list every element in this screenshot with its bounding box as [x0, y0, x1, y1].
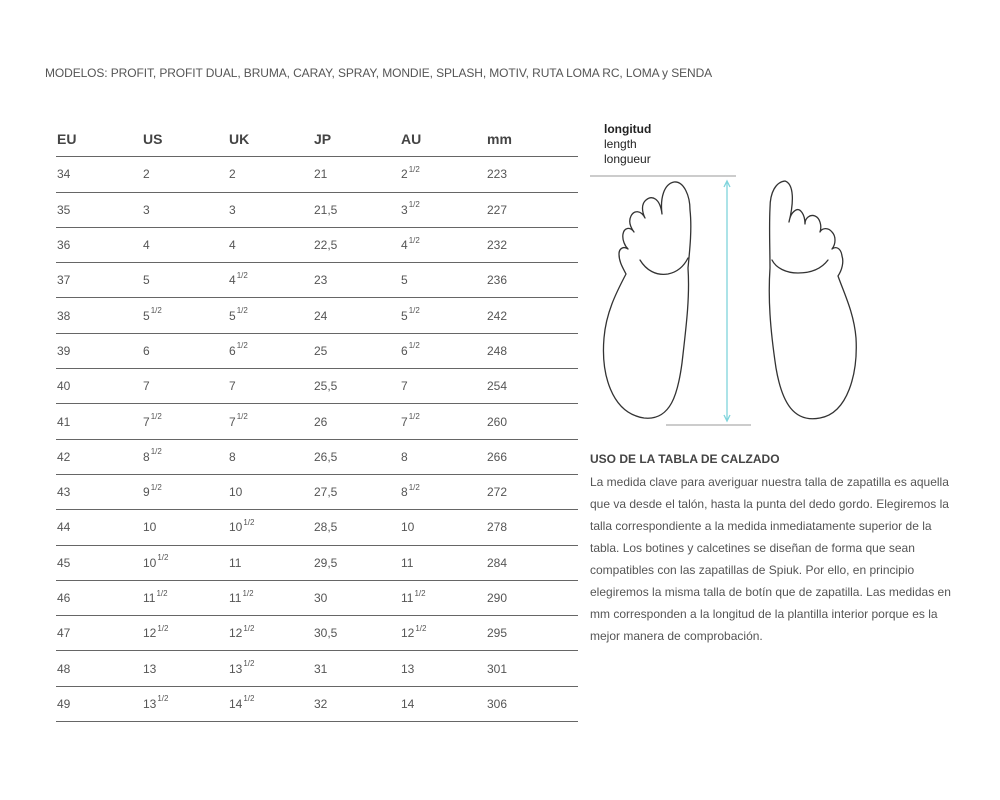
cell-us — [143, 157, 150, 191]
cell-value: 10 — [143, 555, 157, 570]
cell-value: 301 — [487, 661, 508, 676]
right-foot-icon — [769, 181, 856, 419]
cell-us — [143, 228, 150, 262]
cell-fraction: 1/2 — [243, 623, 255, 633]
table-row — [56, 651, 578, 686]
cell-value: 26 — [314, 414, 328, 429]
cell-value: 278 — [487, 520, 508, 535]
cell-value: 8 — [229, 449, 236, 464]
cell-jp — [314, 193, 337, 227]
cell-uk — [229, 263, 248, 297]
table-row — [56, 193, 578, 228]
cell-value: 37 — [57, 273, 71, 288]
length-label-fr: longueur — [604, 152, 651, 166]
cell-value: 4 — [229, 238, 236, 253]
cell-fraction: 1/2 — [242, 588, 254, 598]
cell-value: 42 — [57, 449, 71, 464]
cell-uk — [229, 404, 248, 438]
cell-mm — [487, 404, 507, 438]
cell-value: 10 — [401, 520, 415, 535]
cell-value: 27,5 — [314, 485, 338, 500]
cell-fraction: 1/2 — [150, 412, 162, 422]
cell-au — [401, 334, 420, 368]
cell-value: 6 — [401, 343, 408, 358]
cell-fraction: 1/2 — [150, 447, 162, 457]
cell-fraction: 1/2 — [156, 588, 168, 598]
length-label-es: longitud — [604, 122, 652, 136]
cell-value: 227 — [487, 202, 508, 217]
cell-value: 47 — [57, 626, 71, 641]
cell-uk — [229, 687, 254, 721]
cell-value: 236 — [487, 273, 508, 288]
cell-value: 5 — [143, 273, 150, 288]
cell-value: 232 — [487, 238, 508, 253]
cell-jp — [314, 616, 337, 650]
cell-fraction: 1/2 — [236, 270, 248, 280]
cell-value: 45 — [57, 555, 71, 570]
left-foot-icon — [603, 182, 690, 418]
cell-mm — [487, 616, 507, 650]
cell-value: 13 — [229, 661, 243, 676]
table-row — [56, 440, 578, 475]
table-row — [56, 263, 578, 298]
cell-jp — [314, 298, 327, 332]
cell-value: 11 — [143, 591, 156, 605]
cell-jp — [314, 651, 327, 685]
cell-au — [401, 651, 414, 685]
cell-fraction: 1/2 — [408, 164, 420, 174]
table-row — [56, 369, 578, 404]
cell-fraction: 1/2 — [243, 659, 255, 669]
cell-fraction: 1/2 — [236, 306, 248, 316]
cell-fraction: 1/2 — [408, 200, 420, 210]
cell-value: 2 — [401, 167, 408, 182]
cell-jp — [314, 157, 327, 191]
cell-au — [401, 263, 408, 297]
cell-value: 2 — [229, 167, 236, 182]
cell-value: 24 — [314, 308, 328, 323]
cell-value: 12 — [143, 626, 157, 641]
length-labels — [604, 122, 651, 167]
cell-fraction: 1/2 — [236, 412, 248, 422]
cell-value: 21,5 — [314, 202, 338, 217]
cell-fraction: 1/2 — [157, 553, 169, 563]
cell-value: 36 — [57, 238, 71, 253]
cell-eu — [57, 616, 70, 650]
header-eu: EU — [57, 131, 77, 148]
cell-uk — [229, 510, 254, 544]
cell-value: 8 — [401, 485, 408, 500]
cell-jp — [314, 687, 327, 721]
cell-au — [401, 687, 414, 721]
cell-value: 26,5 — [314, 449, 338, 464]
cell-mm — [487, 298, 507, 332]
cell-value: 9 — [143, 485, 150, 500]
table-row — [56, 510, 578, 545]
table-row — [56, 228, 578, 263]
cell-fraction: 1/2 — [408, 482, 420, 492]
cell-value: 7 — [143, 414, 150, 429]
cell-value: 5 — [143, 308, 150, 323]
cell-eu — [57, 404, 70, 438]
cell-au — [401, 440, 408, 474]
header-us: US — [143, 131, 163, 148]
cell-uk — [229, 581, 254, 615]
cell-value: 44 — [57, 520, 71, 535]
cell-us — [143, 369, 150, 403]
cell-value: 28,5 — [314, 520, 338, 535]
length-arrow-icon — [724, 181, 730, 421]
cell-au — [401, 228, 420, 262]
cell-value: 10 — [143, 520, 157, 535]
models-line: MODELOS: PROFIT, PROFIT DUAL, BRUMA, CARAY, SPRAY, MONDIE, SPLASH, MOTIV, RUTA LOMA RC, LOMA y SENDA — [45, 66, 713, 80]
cell-value: 295 — [487, 626, 508, 641]
cell-value: 10 — [229, 485, 243, 500]
cell-value: 3 — [143, 202, 150, 217]
cell-value: 32 — [314, 696, 328, 711]
cell-value: 30,5 — [314, 626, 338, 641]
cell-eu — [57, 157, 70, 191]
cell-value: 7 — [401, 414, 408, 429]
cell-jp — [314, 581, 327, 615]
cell-uk — [229, 651, 254, 685]
cell-value: 7 — [143, 379, 150, 394]
cell-eu — [57, 334, 70, 368]
cell-mm — [487, 475, 507, 509]
table-row — [56, 298, 578, 333]
table-header-row — [56, 122, 578, 157]
cell-mm — [487, 263, 507, 297]
cell-value: 34 — [57, 167, 71, 182]
cell-value: 41 — [57, 414, 71, 429]
cell-fraction: 1/2 — [150, 482, 162, 492]
cell-uk — [229, 440, 236, 474]
cell-value: 11 — [401, 555, 414, 570]
cell-au — [401, 616, 426, 650]
cell-au — [401, 475, 420, 509]
cell-value: 272 — [487, 485, 508, 500]
cell-au — [401, 510, 414, 544]
cell-value: 248 — [487, 343, 508, 358]
cell-mm — [487, 334, 507, 368]
cell-value: 49 — [57, 696, 71, 711]
cell-fraction: 1/2 — [150, 306, 162, 316]
cell-jp — [314, 440, 337, 474]
cell-fraction: 1/2 — [408, 412, 420, 422]
cell-value: 48 — [57, 661, 71, 676]
cell-us — [143, 581, 168, 615]
cell-value: 290 — [487, 591, 508, 605]
cell-fraction: 1/2 — [414, 588, 426, 598]
cell-value: 4 — [143, 238, 150, 253]
cell-fraction: 1/2 — [408, 341, 420, 351]
cell-mm — [487, 228, 507, 262]
cell-fraction: 1/2 — [236, 341, 248, 351]
cell-eu — [57, 193, 70, 227]
cell-value: 13 — [401, 661, 415, 676]
cell-fraction: 1/2 — [157, 694, 169, 704]
cell-value: 284 — [487, 555, 508, 570]
cell-jp — [314, 263, 327, 297]
cell-value: 5 — [229, 308, 236, 323]
cell-value: 11 — [229, 555, 242, 570]
cell-value: 14 — [229, 696, 243, 711]
table-row — [56, 687, 578, 722]
cell-value: 12 — [229, 626, 243, 641]
cell-au — [401, 193, 420, 227]
cell-value: 3 — [401, 202, 408, 217]
usage-text: La medida clave para averiguar nuestra talla de zapatilla es aquella que va desde el talón, hasta la punta del dedo gordo. Elegiremos la talla correspondiente a la medida inmediatamente superior de la tabla. Los botines y calcetines se diseñan de forma que sean compatibles con las zapatillas de Spiuk. Por ello, en principio elegiremos la misma talla de botín que de zapatilla. Las medidas en mm corresponden a la longitud de la plantilla interior porque es la mejor manera de comprobación. — [590, 475, 951, 643]
cell-value: 35 — [57, 202, 71, 217]
cell-value: 38 — [57, 308, 71, 323]
cell-uk — [229, 228, 236, 262]
cell-value: 25 — [314, 343, 328, 358]
cell-jp — [314, 475, 337, 509]
cell-mm — [487, 369, 507, 403]
table-row — [56, 157, 578, 192]
cell-eu — [57, 510, 70, 544]
cell-au — [401, 298, 420, 332]
cell-eu — [57, 687, 70, 721]
cell-mm — [487, 651, 507, 685]
cell-fraction: 1/2 — [157, 623, 169, 633]
cell-mm — [487, 440, 507, 474]
cell-mm — [487, 510, 507, 544]
cell-jp — [314, 546, 337, 580]
cell-eu — [57, 651, 70, 685]
cell-us — [143, 404, 162, 438]
cell-value: 40 — [57, 379, 71, 394]
cell-value: 3 — [229, 202, 236, 217]
cell-value: 5 — [401, 273, 408, 288]
cell-us — [143, 616, 168, 650]
cell-value: 25,5 — [314, 379, 338, 394]
cell-value: 46 — [57, 591, 71, 605]
cell-us — [143, 546, 168, 580]
table-row — [56, 616, 578, 651]
cell-eu — [57, 475, 70, 509]
cell-value: 12 — [401, 626, 415, 641]
cell-eu — [57, 263, 70, 297]
cell-value: 2 — [143, 167, 150, 182]
table-row — [56, 475, 578, 510]
cell-au — [401, 581, 426, 615]
cell-fraction: 1/2 — [408, 235, 420, 245]
cell-value: 22,5 — [314, 238, 338, 253]
cell-mm — [487, 193, 507, 227]
cell-jp — [314, 510, 337, 544]
cell-value: 7 — [229, 414, 236, 429]
cell-us — [143, 298, 162, 332]
cell-au — [401, 404, 420, 438]
header-uk: UK — [229, 131, 250, 148]
cell-value: 6 — [143, 343, 150, 358]
cell-uk — [229, 616, 254, 650]
cell-eu — [57, 298, 70, 332]
cell-value: 11 — [229, 591, 242, 605]
cell-value: 8 — [143, 449, 150, 464]
cell-jp — [314, 404, 327, 438]
cell-value: 242 — [487, 308, 508, 323]
cell-value: 43 — [57, 485, 71, 500]
header-au: AU — [401, 131, 422, 148]
table-row — [56, 546, 578, 581]
cell-value: 254 — [487, 379, 508, 394]
cell-us — [143, 651, 156, 685]
cell-value: 14 — [401, 696, 415, 711]
cell-value: 223 — [487, 167, 508, 182]
cell-us — [143, 687, 168, 721]
cell-jp — [314, 369, 337, 403]
cell-uk — [229, 475, 242, 509]
cell-us — [143, 334, 150, 368]
cell-value: 5 — [401, 308, 408, 323]
size-table — [56, 122, 578, 722]
cell-eu — [57, 546, 70, 580]
header-jp: JP — [314, 131, 332, 148]
cell-value: 7 — [401, 379, 408, 394]
cell-fraction: 1/2 — [243, 694, 255, 704]
cell-value: 30 — [314, 591, 328, 605]
usage-title: USO DE LA TABLA DE CALZADO — [590, 452, 780, 466]
cell-eu — [57, 369, 70, 403]
cell-value: 4 — [229, 273, 236, 288]
cell-value: 39 — [57, 343, 71, 358]
cell-us — [143, 440, 162, 474]
cell-us — [143, 263, 150, 297]
cell-value: 306 — [487, 696, 508, 711]
cell-value: 21 — [314, 167, 328, 182]
cell-value: 10 — [229, 520, 243, 535]
cell-eu — [57, 581, 70, 615]
cell-us — [143, 510, 156, 544]
cell-eu — [57, 440, 70, 474]
cell-us — [143, 475, 162, 509]
cell-uk — [229, 157, 236, 191]
cell-value: 7 — [229, 379, 236, 394]
cell-eu — [57, 228, 70, 262]
cell-mm — [487, 157, 507, 191]
cell-value: 11 — [401, 591, 414, 605]
cell-value: 266 — [487, 449, 508, 464]
table-row — [56, 404, 578, 439]
cell-value: 4 — [401, 238, 408, 253]
cell-value: 13 — [143, 661, 157, 676]
cell-au — [401, 546, 413, 580]
cell-mm — [487, 546, 507, 580]
cell-value: 29,5 — [314, 555, 338, 570]
cell-jp — [314, 334, 327, 368]
cell-au — [401, 157, 420, 191]
cell-value: 260 — [487, 414, 508, 429]
header-mm: mm — [487, 131, 512, 148]
cell-fraction: 1/2 — [408, 306, 420, 316]
table-row — [56, 581, 578, 616]
cell-uk — [229, 193, 236, 227]
cell-us — [143, 193, 150, 227]
cell-value: 6 — [229, 343, 236, 358]
cell-uk — [229, 298, 248, 332]
cell-value: 23 — [314, 273, 328, 288]
cell-uk — [229, 334, 248, 368]
cell-value: 13 — [143, 696, 157, 711]
cell-fraction: 1/2 — [243, 517, 255, 527]
cell-au — [401, 369, 408, 403]
table-row — [56, 334, 578, 369]
cell-mm — [487, 581, 507, 615]
cell-mm — [487, 687, 507, 721]
cell-jp — [314, 228, 337, 262]
cell-uk — [229, 369, 236, 403]
cell-uk — [229, 546, 241, 580]
cell-fraction: 1/2 — [415, 623, 427, 633]
cell-value: 31 — [314, 661, 328, 676]
cell-value: 8 — [401, 449, 408, 464]
length-label-en: length — [604, 137, 637, 151]
